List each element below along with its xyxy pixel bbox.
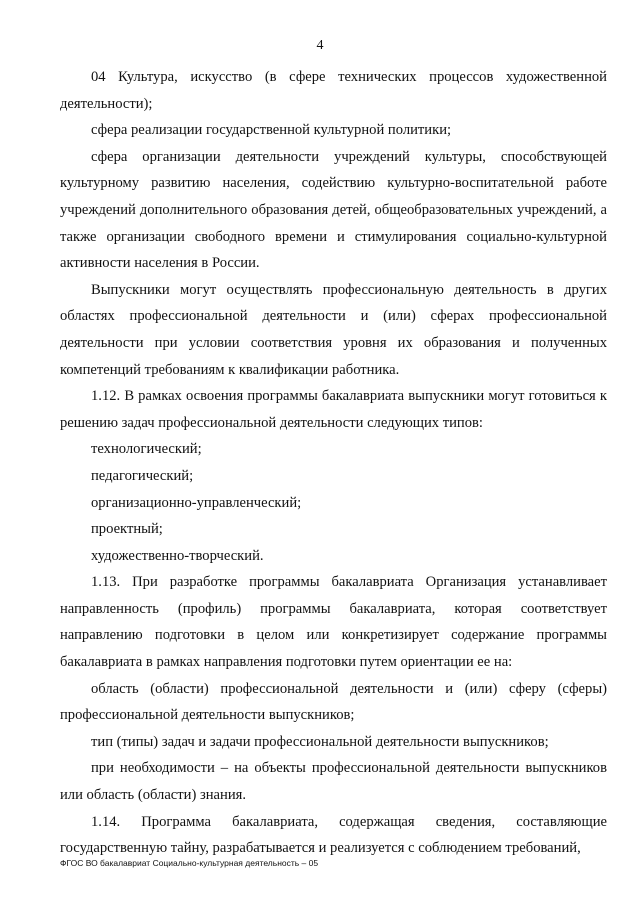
paragraph: область (области) профессиональной деятельности и (или) сферу (сферы) профессиональной деятельности выпускников; <box>60 680 607 724</box>
paragraph: сфера реализации государственной культурной политики; <box>91 122 452 139</box>
paragraph: 04 Культура, искусство (в сфере технических процессов художественной деятельности); <box>60 69 607 112</box>
list-item: художественно-творческий. <box>91 547 264 564</box>
paragraph: при необходимости – на объекты профессиональной деятельности выпускников или область (области) знания. <box>60 760 607 804</box>
list-item: технологический; <box>91 441 202 458</box>
paragraph: 1.14. Программа бакалавриата, содержащая сведения, составляющие государственную тайну, разрабатывается и реализуется с соблюдением требований, <box>60 813 607 857</box>
paragraph: сфера организации деятельности учреждений культуры, способствующей культурному развитию населения, содействию культурно-воспитательной работе учреждений дополнительного образования детей, общеобразовательных учреждений, а также организации свободного времени и стимулирования социально-культурной активности населения в России. <box>60 148 607 272</box>
page-number: 4 <box>316 38 324 53</box>
paragraph: Выпускники могут осуществлять профессиональную деятельность в других областях профессиональной деятельности и (или) сферах профессиональной деятельности при условии соответствия уровня их образования и полученных компетенций требованиям к квалификации работника. <box>60 281 607 378</box>
list-item: педагогический; <box>91 467 194 484</box>
paragraph: 1.13. При разработке программы бакалавриата Организация устанавливает направленность (профиль) программы бакалавриата, которая соответствует направлению подготовки в целом или конкретизирует содержание программы бакалавриата в рамках направления подготовки путем ориентации ее на: <box>60 574 607 671</box>
document-body <box>60 64 607 862</box>
list-item: проектный; <box>91 521 163 538</box>
paragraph: тип (типы) задач и задачи профессиональной деятельности выпускников; <box>91 733 549 750</box>
paragraph: 1.12. В рамках освоения программы бакалавриата выпускники могут готовиться к решению задач профессиональной деятельности следующих типов: <box>60 388 607 431</box>
list-item: организационно-управленческий; <box>91 494 302 511</box>
page-footer: ФГОС ВО бакалавриат Социально-культурная деятельность – 05 <box>60 858 319 868</box>
